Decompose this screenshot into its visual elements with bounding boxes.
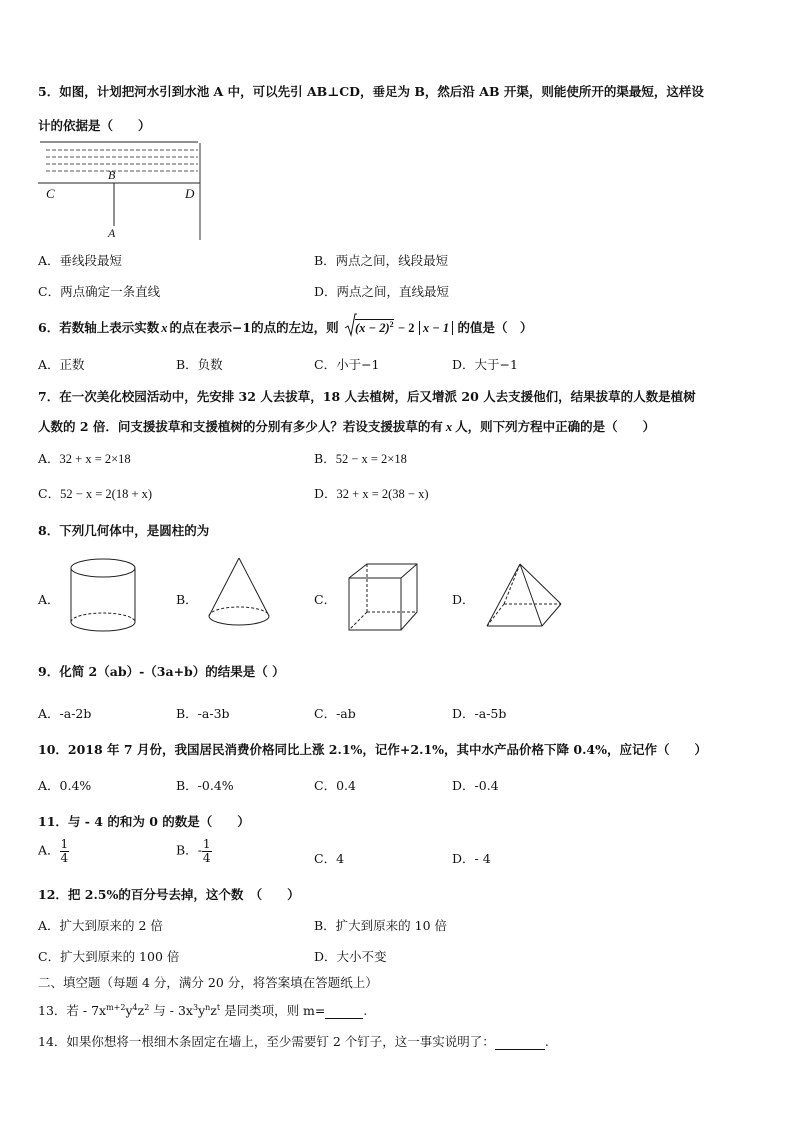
q7-option-b: B．52 − x = 2×18 [314,451,407,466]
q14-answer-blank[interactable] [495,1034,545,1050]
q7-option-a-expr: 32 + x = 2×18 [59,452,131,466]
q6-radical-expression [345,320,394,336]
q9-stem: 9．化简 2（ab）-（3a+b）的结果是（ ） [38,664,285,679]
q11-option-a: A． $\frac{1}{4}$ [38,837,69,865]
q7-stem-line2: 人数的 2 倍．问支援拔草和支援植树的分别有多少人？若设支援拔草的有 x 人，则下列方程中正确的是（ ） [38,419,656,434]
q10-option-b: B．-0.4% [176,778,234,793]
q5-stem-line2: 计的依据是（ ） [38,118,151,133]
q7-option-c: C．52 − x = 2(18 + x) [38,486,153,501]
q6-option-d: D．大于−1 [452,357,518,372]
figure-label-b: B [108,168,116,182]
q6-stem [38,318,533,336]
q6-sqrt-body: $(x - 2)^2$ [354,319,394,335]
q5-option-b: B．两点之间，线段最短 [314,253,449,268]
q11-option-a-fraction: $\frac{1}{4}$ [60,837,69,865]
q6-text-after: 的值是（ ） [457,320,533,335]
q10-option-c: C．0.4 [314,778,356,793]
q10-stem: 10．2018 年 7 月份，我国居民消费价格同比上涨 2.1%，记作+2.1%，其中水产品价格下降 0.4%，应记作（ ） [38,742,707,757]
q10-option-a: A．0.4% [38,778,92,793]
q8-label-d: D． [452,592,475,607]
q7-option-a: A．32 + x = 2×18 [38,451,131,466]
q11-option-b: B．- $\frac{1}{4}$ [176,837,211,865]
q9-option-d: D．-a-5b [452,706,507,721]
q13-stem: 13．若 - $7x^{m+2}y^4z^2$ 与 - $3x^3y^nz^t$ 是同类项，则 m= . [38,1002,368,1018]
q7-option-d: D．32 + x = 2(38 − x) [314,486,429,501]
q5-option-a: A．垂线段最短 [38,253,123,268]
q7-option-d-expr: 32 + x = 2(38 − x) [336,487,429,501]
cone-shape [206,556,272,630]
q12-option-a: A．扩大到原来的 2 倍 [38,918,163,933]
q5-stem-line1: 5．如图，计划把河水引到水池 A 中，可以先引 AB⊥CD，垂足为 B，然后沿 AB 开渠，则能使所开的渠最短，这样设 [38,84,704,99]
q7-option-b-expr: 52 − x = 2×18 [335,452,407,466]
cube-shape [346,562,422,632]
q7-option-c-expr: 52 − x = 2(18 + x) [60,487,153,501]
q12-stem: 12．把 2.5%的百分号去掉，这个数 （ ） [38,887,300,902]
q8-label-c: C． [314,592,337,607]
q12-option-c: C．扩大到原来的 100 倍 [38,949,180,964]
q11-option-c: C．4 [314,851,345,866]
q9-option-c: C．-ab [314,706,356,721]
q10-option-d: D．-0.4 [452,778,499,793]
q8-label-a: A． [38,592,60,607]
q7-stem-line1: 7．在一次美化校园活动中，先安排 32 人去拔草，18 人去植树，后又增派 20 人去支援他们，结果拔草的人数是植树 [38,389,696,404]
q6-option-c: C．小于−1 [314,357,380,372]
q12-option-b: B．扩大到原来的 10 倍 [314,918,448,933]
q6-text-mid: 的点在表示−1的点的左边，则 [169,320,339,335]
q14-stem: 14．如果你想将一根细木条固定在墙上，至少需要钉 2 个钉子，这一事实说明了： . [38,1034,549,1049]
figure-label-d: D [185,186,195,201]
q6-option-a: A．正数 [38,357,85,372]
figure-label-c: C [46,186,55,201]
section-heading-fill-in: 二、填空题（每题 4 分，满分 20 分，将答案填在答题纸上） [38,975,378,990]
q5-river-figure [38,138,204,242]
pyramid-shape [484,562,564,632]
q7-var-x: x [445,420,453,434]
q6-expr-tail: − 2 [398,321,415,335]
q9-option-b: B．-a-3b [176,706,230,721]
q11-option-d: D．- 4 [452,851,491,866]
q11-stem: 11．与 - 4 的和为 0 的数是（ ） [38,814,250,829]
figure-label-a: A [108,226,116,240]
q6-abs-expression: x − 1 [419,321,453,335]
q6-text-before: 6．若数轴上表示实数 [38,320,160,335]
q9-option-a: A．-a-2b [38,706,92,721]
q13-answer-blank[interactable] [325,1003,363,1019]
q8-label-b: B． [176,592,198,607]
q5-option-d: D．两点之间，直线最短 [314,284,450,299]
q12-option-d: D．大小不变 [314,949,387,964]
q5-option-c: C．两点确定一条直线 [38,284,161,299]
q6-var-x: x [161,321,168,335]
q11-option-b-fraction: $\frac{1}{4}$ [202,837,211,865]
cylinder-shape [68,556,140,636]
q6-option-b: B．负数 [176,357,223,372]
q8-stem: 8．下列几何体中，是圆柱的为 [38,523,210,538]
